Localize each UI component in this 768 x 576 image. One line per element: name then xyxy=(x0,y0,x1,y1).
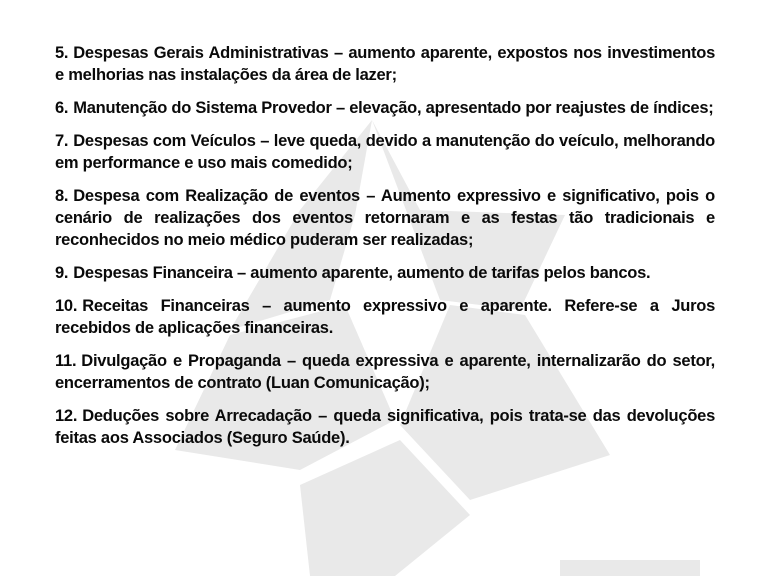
item-text: Deduções sobre Arrecadação – queda significativa, pois trata-se das devoluções feitas aos Associados (Seguro Saúde). xyxy=(55,407,715,447)
item-number: 11. xyxy=(55,352,77,370)
item-number: 6. xyxy=(55,99,69,117)
list-item xyxy=(55,350,715,394)
list-item xyxy=(55,295,715,339)
item-text: Receitas Financeiras – aumento expressivo e aparente. Refere-se a Juros recebidos de aplicações financeiras. xyxy=(55,297,715,337)
item-number: 12. xyxy=(55,407,78,425)
item-text: Despesas com Veículos – leve queda, devido a manutenção do veículo, melhorando em performance e uso mais comedido; xyxy=(55,132,715,172)
item-text: Despesas Financeira – aumento aparente, aumento de tarifas pelos bancos. xyxy=(73,264,651,282)
item-number: 7. xyxy=(55,132,69,150)
item-number: 10. xyxy=(55,297,78,315)
document-body xyxy=(55,42,715,460)
item-number: 5. xyxy=(55,44,69,62)
item-number: 8. xyxy=(55,187,69,205)
item-text: Despesa com Realização de eventos – Aumento expressivo e significativo, pois o cenário de realizações dos eventos retornaram e as festas tão tradicionais e reconhecidos no meio médico puderam ser realizadas; xyxy=(55,187,715,249)
list-item xyxy=(55,262,715,284)
list-item xyxy=(55,405,715,449)
list-item xyxy=(55,130,715,174)
item-text: Despesas Gerais Administrativas – aumento aparente, expostos nos investimentos e melhorias nas instalações da área de lazer; xyxy=(55,44,715,84)
item-text: Manutenção do Sistema Provedor – elevação, apresentado por reajustes de índices; xyxy=(73,99,714,117)
item-number: 9. xyxy=(55,264,69,282)
list-item xyxy=(55,42,715,86)
list-item xyxy=(55,185,715,251)
list-item xyxy=(55,97,715,119)
item-text: Divulgação e Propaganda – queda expressiva e aparente, internalizarão do setor, encerramentos de contrato (Luan Comunicação); xyxy=(55,352,715,392)
